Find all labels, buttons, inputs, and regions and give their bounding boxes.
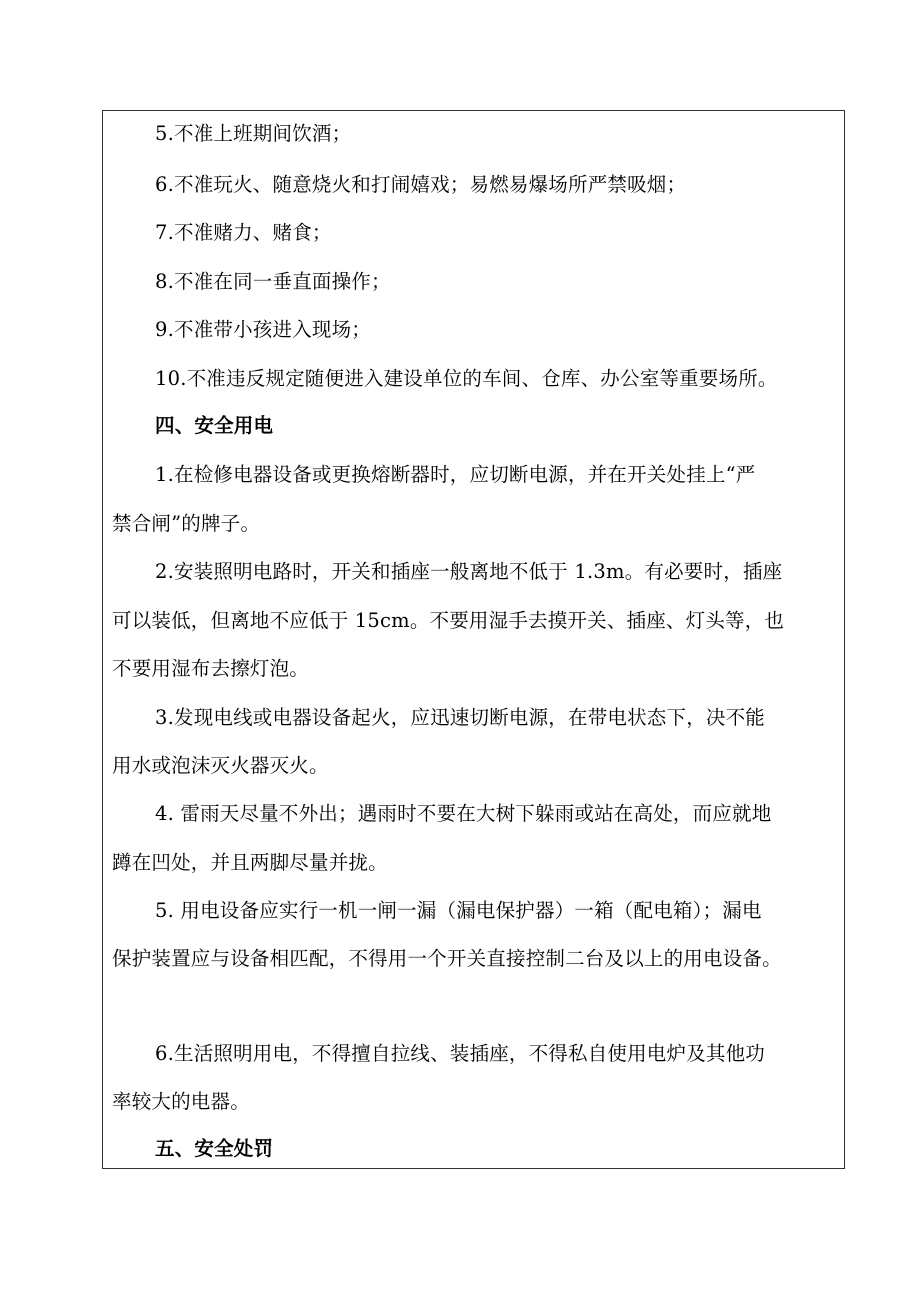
rule-item-5: 5.不准上班期间饮酒； (155, 122, 352, 145)
electrical-item-1-line-1: 1.在检修电器设备或更换熔断器时，应切断电源，并在开关处挂上“严 (155, 463, 756, 486)
rule-item-6: 6.不准玩火、随意烧火和打闹嬉戏；易燃易爆场所严禁吸烟； (155, 173, 687, 196)
section-heading-electrical-safety: 四、安全用电 (155, 414, 274, 437)
electrical-item-4-line-1: 4. 雷雨天尽量不外出；遇雨时不要在大树下躲雨或站在高处，而应就地 (155, 802, 772, 825)
electrical-item-2-line-2: 可以装低，但离地不应低于 15cm。不要用湿手去摸开关、插座、灯头等，也 (112, 609, 785, 632)
electrical-item-6-line-2: 率较大的电器。 (112, 1090, 250, 1113)
rule-item-7: 7.不准赌力、赌食； (155, 221, 332, 244)
electrical-item-3-line-1: 3.发现电线或电器设备起火，应迅速切断电源，在带电状态下，决不能 (155, 706, 766, 729)
electrical-item-4-line-2: 蹲在凹处，并且两脚尽量并拢。 (112, 851, 388, 874)
rule-item-10: 10.不准违反规定随便进入建设单位的车间、仓库、办公室等重要场所。 (155, 367, 778, 390)
rule-item-8: 8.不准在同一垂直面操作； (155, 270, 391, 293)
electrical-item-3-line-2: 用水或泡沫灭火器灭火。 (112, 754, 329, 777)
electrical-item-5-line-2: 保护装置应与设备相匹配，不得用一个开关直接控制二台及以上的用电设备。 (112, 947, 782, 970)
section-heading-safety-penalties: 五、安全处罚 (155, 1137, 274, 1160)
electrical-item-5-line-1: 5. 用电设备应实行一机一闸一漏（漏电保护器）一箱（配电箱）；漏电 (155, 899, 762, 922)
electrical-item-2-line-3: 不要用湿布去擦灯泡。 (112, 657, 310, 680)
rule-item-9: 9.不准带小孩进入现场； (155, 318, 372, 341)
electrical-item-1-line-2: 禁合闸”的牌子。 (112, 512, 261, 535)
electrical-item-2-line-1: 2.安装照明电路时，开关和插座一般离地不低于 1.3m。有必要时，插座 (155, 560, 783, 583)
electrical-item-6-line-1: 6.生活照明用电，不得擅自拉线、装插座，不得私自使用电炉及其他功 (155, 1042, 766, 1065)
